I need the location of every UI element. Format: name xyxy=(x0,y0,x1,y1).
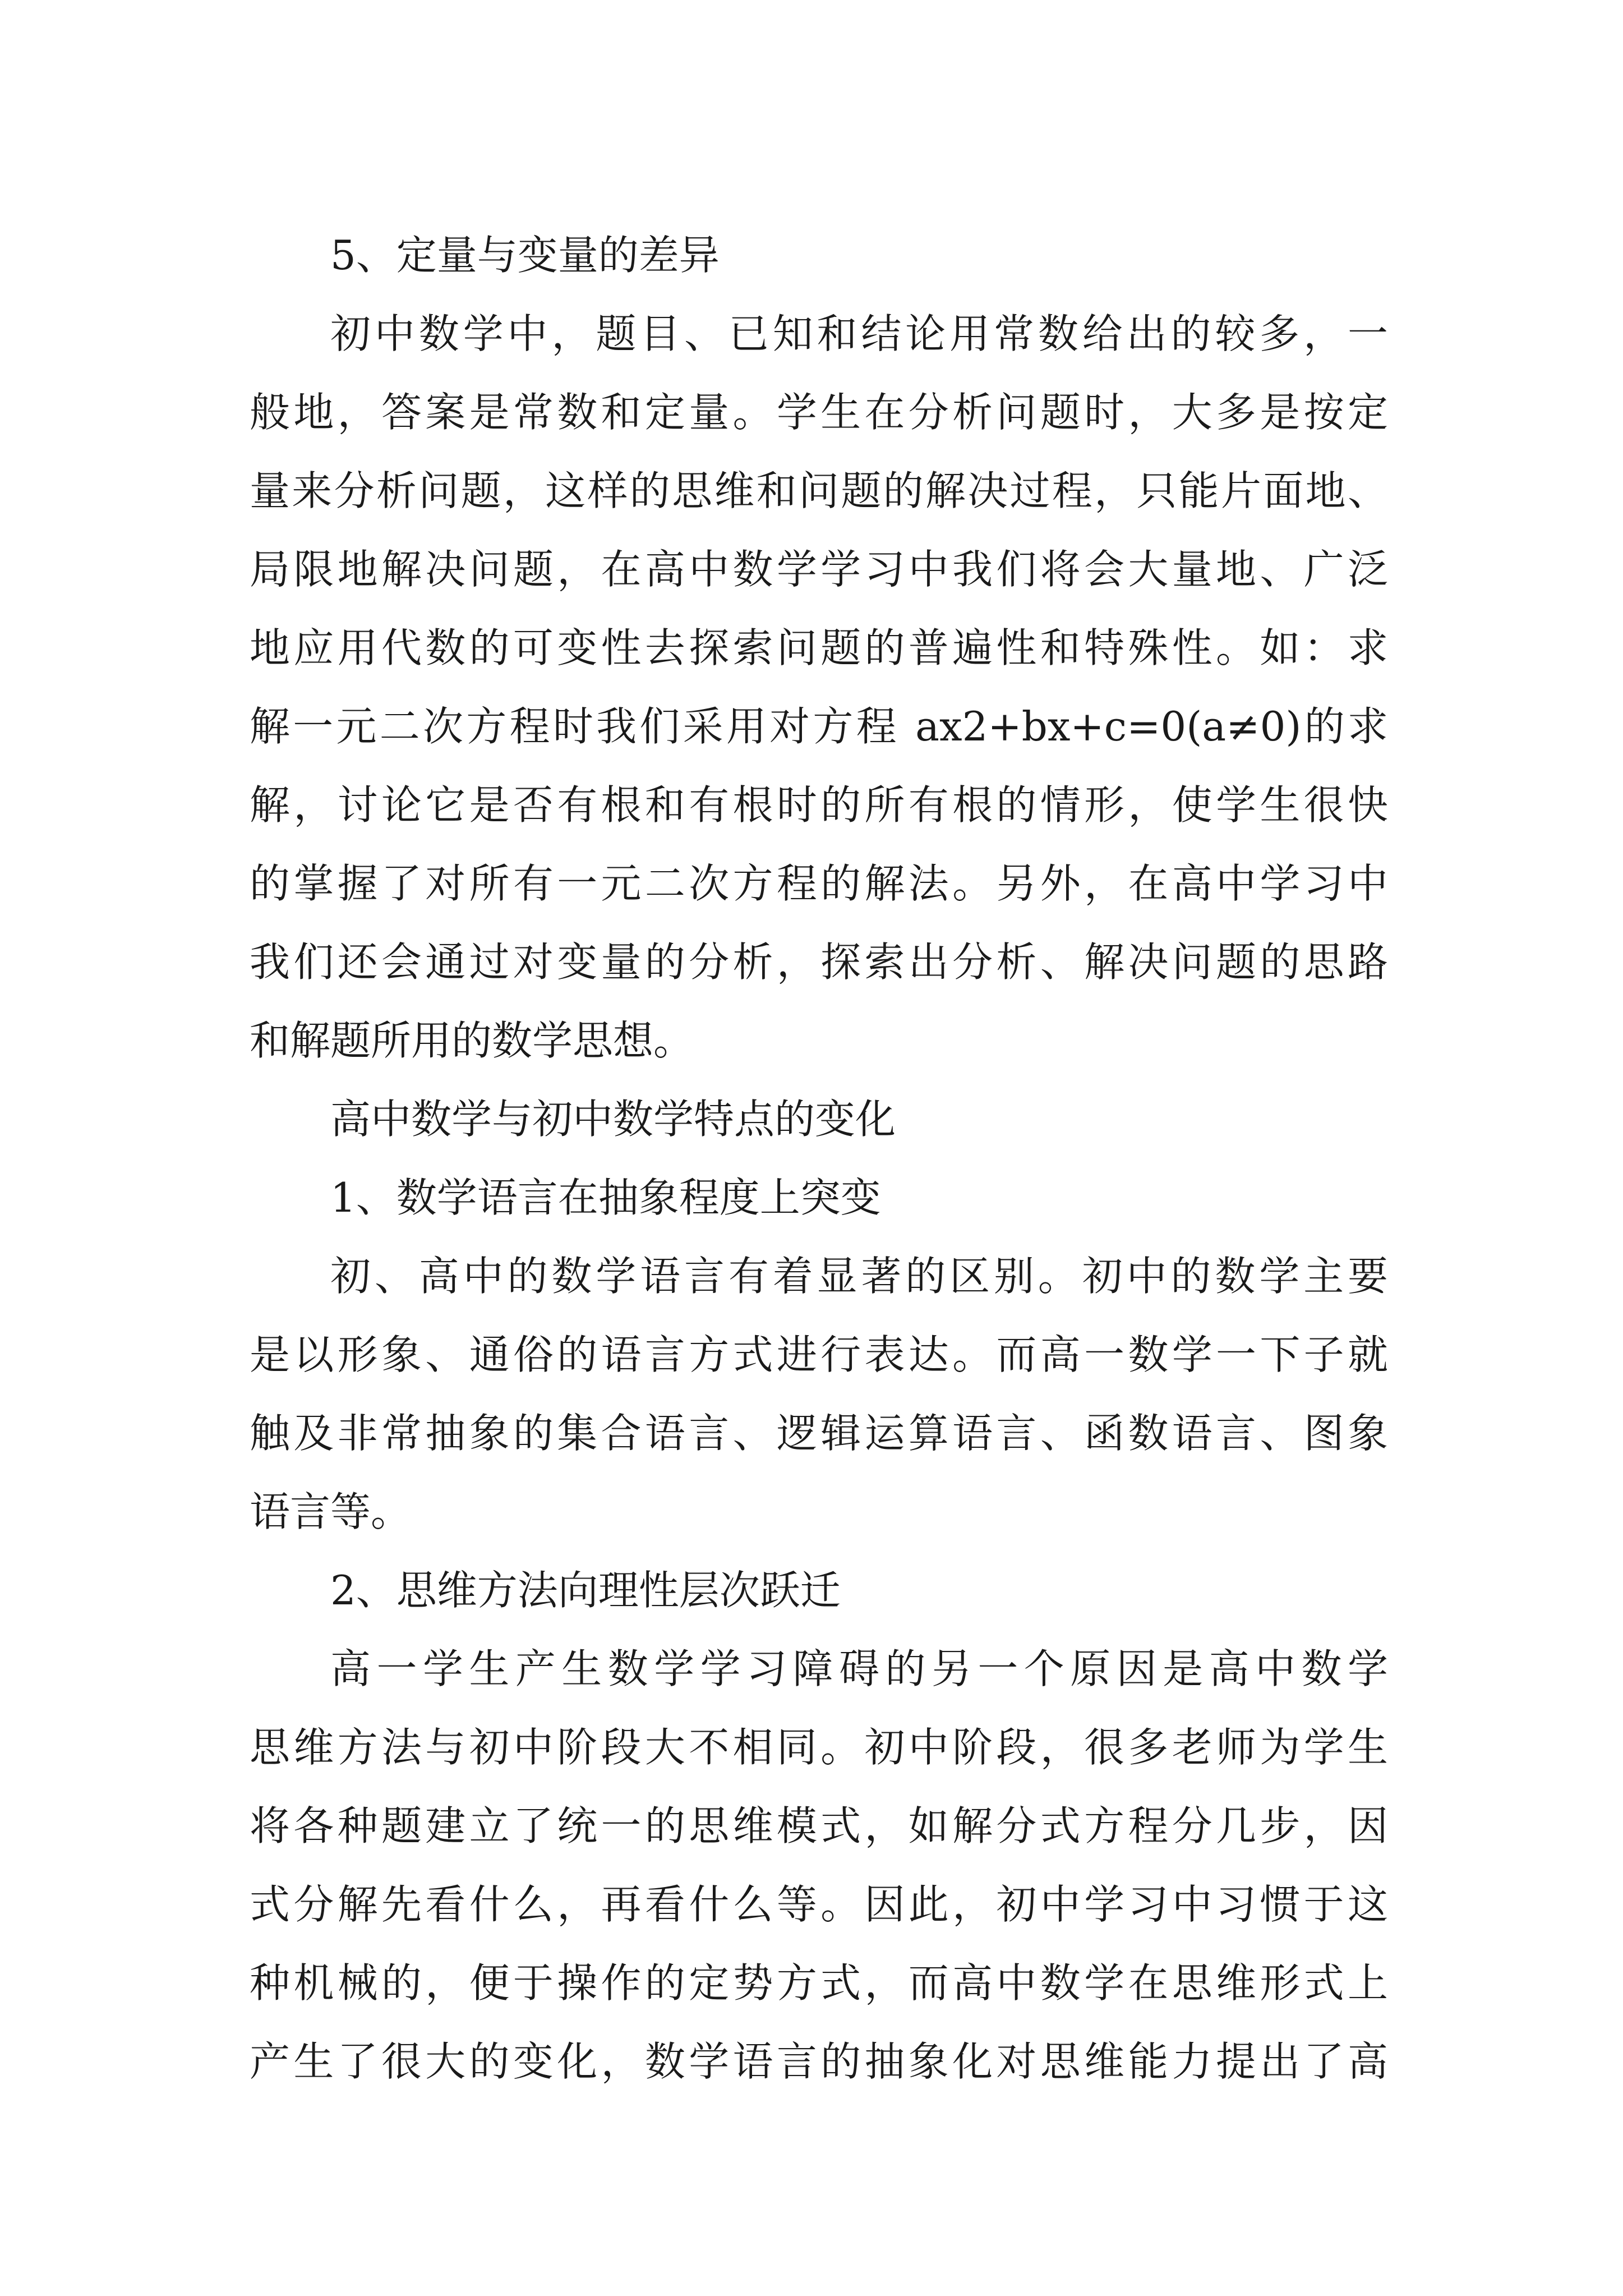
section-heading: 高中数学与初中数学特点的变化 xyxy=(330,1096,896,1143)
paragraph-line: 将各种题建立了统一的思维模式，如解分式方程分几步，因 xyxy=(250,1802,1388,1849)
section-heading-1: 1、数学语言在抽象程度上突变 xyxy=(330,1174,881,1221)
paragraph-line: 式分解先看什么，再看什么等。因此，初中学习中习惯于这 xyxy=(250,1881,1388,1928)
paragraph-line: 局限地解决问题，在高中数学学习中我们将会大量地、广泛 xyxy=(250,546,1388,593)
paragraph-line: 产生了很大的变化，数学语言的抽象化对思维能力提出了高 xyxy=(250,2038,1388,2085)
paragraph-line: 和解题所用的数学思想。 xyxy=(250,1017,694,1064)
section-heading-2: 2、思维方法向理性层次跃迁 xyxy=(330,1567,841,1614)
paragraph-line: 般地，答案是常数和定量。学生在分析问题时，大多是按定 xyxy=(250,389,1388,436)
paragraph-line: 思维方法与初中阶段大不相同。初中阶段，很多老师为学生 xyxy=(250,1724,1388,1771)
paragraph-line: 是以形象、通俗的语言方式进行表达。而高一数学一下子就 xyxy=(250,1331,1388,1378)
paragraph-line: 种机械的，便于操作的定势方式，而高中数学在思维形式上 xyxy=(250,1959,1388,2007)
paragraph-line: 的掌握了对所有一元二次方程的解法。另外，在高中学习中 xyxy=(250,860,1388,907)
paragraph-line: 地应用代数的可变性去探索问题的普遍性和特殊性。如：求 xyxy=(250,624,1388,671)
section-heading-5: 5、定量与变量的差异 xyxy=(330,232,720,279)
paragraph-line: 初中数学中，题目、已知和结论用常数给出的较多，一 xyxy=(330,310,1388,357)
paragraph-line: 触及非常抽象的集合语言、逻辑运算语言、函数语言、图象 xyxy=(250,1410,1388,1457)
paragraph-line: 初、高中的数学语言有着显著的区别。初中的数学主要 xyxy=(330,1253,1388,1300)
paragraph-line: 高一学生产生数学学习障碍的另一个原因是高中数学 xyxy=(330,1645,1388,1692)
paragraph-line: 量来分析问题，这样的思维和问题的解决过程，只能片面地、 xyxy=(250,467,1388,514)
paragraph-line: 我们还会通过对变量的分析，探索出分析、解决问题的思路 xyxy=(250,938,1388,986)
paragraph-line: 解一元二次方程时我们采用对方程 ax2+bx+c=0(a≠0)的求 xyxy=(250,703,1388,750)
paragraph-line: 语言等。 xyxy=(250,1488,412,1535)
document-body xyxy=(250,216,1388,2101)
paragraph-line: 解，讨论它是否有根和有根时的所有根的情形，使学生很快 xyxy=(250,781,1388,829)
